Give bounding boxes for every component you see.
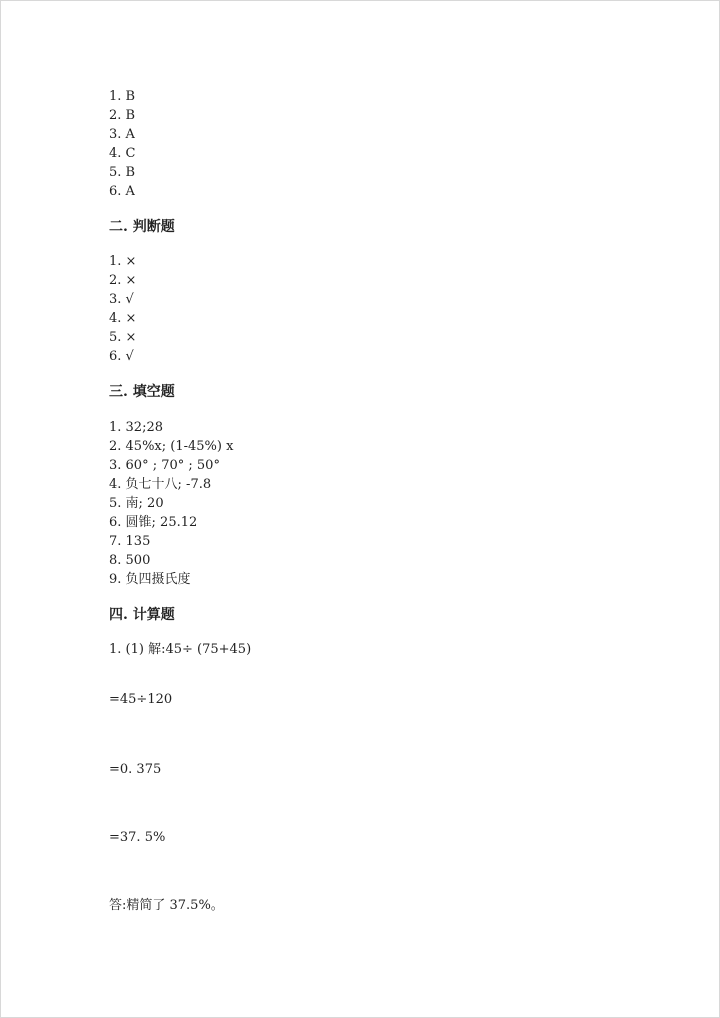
answer-line: 3. A — [109, 127, 135, 142]
answer-line: 3. √ — [109, 292, 134, 307]
answer-line: 4. C — [109, 146, 136, 161]
calculation-line: =37. 5% — [109, 830, 166, 845]
calculation-line: =0. 375 — [109, 762, 162, 777]
section-heading: 三. 填空题 — [109, 384, 175, 400]
answer-line: 3. 60° ; 70° ; 50° — [109, 458, 220, 473]
answer-line: 4. × — [109, 311, 137, 326]
answer-line: 2. B — [109, 108, 136, 123]
section-heading: 二. 判断题 — [109, 219, 175, 235]
answer-line: 1. 32;28 — [109, 420, 163, 435]
calculation-line: =45÷120 — [109, 692, 173, 707]
calculation-answer: 答:精简了 37.5%。 — [109, 898, 224, 913]
answer-line: 1. B — [109, 89, 136, 104]
answer-line: 4. 负七十八; -7.8 — [109, 477, 212, 492]
answer-line: 1. × — [109, 254, 137, 269]
answer-line: 6. A — [109, 184, 135, 199]
answer-line: 9. 负四摄氏度 — [109, 572, 191, 587]
answer-line: 5. × — [109, 330, 137, 345]
answer-line: 6. 圆锥; 25.12 — [109, 515, 198, 530]
answer-line: 5. 南; 20 — [109, 496, 164, 511]
calculation-line: 1. (1) 解:45÷ (75+45) — [109, 642, 252, 657]
answer-line: 2. 45%x; (1-45%) x — [109, 439, 234, 454]
answer-line: 6. √ — [109, 349, 134, 364]
answer-line: 5. B — [109, 165, 136, 180]
answer-line: 8. 500 — [109, 553, 151, 568]
answer-line: 7. 135 — [109, 534, 151, 549]
section-heading: 四. 计算题 — [109, 607, 175, 623]
answer-line: 2. × — [109, 273, 137, 288]
